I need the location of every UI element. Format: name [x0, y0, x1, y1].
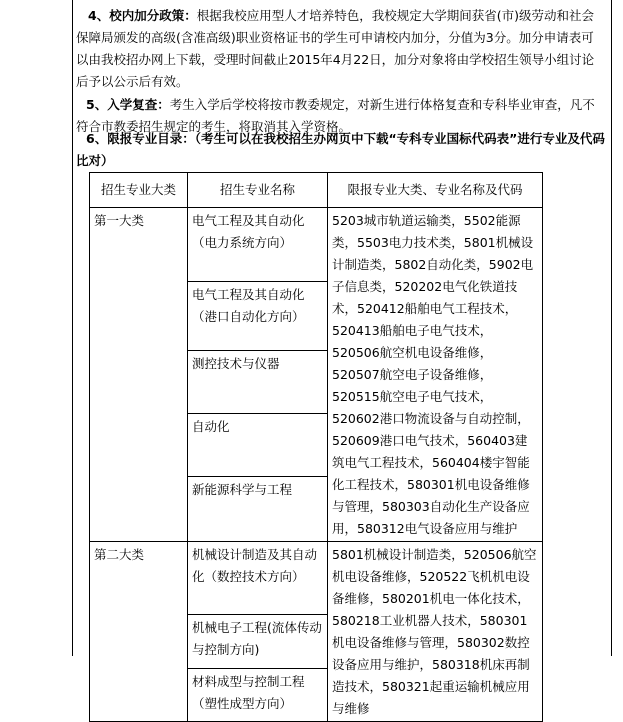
major-catalog-table	[89, 172, 543, 722]
major-cell: 材料成型与控制工程（塑性成型方向）	[188, 668, 328, 721]
codes-cell: 5801机械设计制造类，520506航空机电设备维修，520522飞机机电设备维修，580201机电一体化技术，580218工业机器人技术，580301机电设备维修与管理，580302数控设备应用与维护，580318机床再制造技术，580321起重运输机械应用与维修	[328, 542, 543, 722]
header-category: 招生专业大类	[90, 173, 188, 208]
table-row	[90, 542, 543, 615]
paragraph-4-body: 根据我校应用型人才培养特色，我校规定大学期间获省(市)级劳动和社会保障局颁发的高级(含准高级)职业资格证书的学生可申请校内加分，分值为3分。加分申请表可以由我校招办网上下载，受理时间截止2015年4月22日，加分对象将由学校招生领导小组讨论后予以公示后有效。	[76, 8, 595, 89]
header-major-name: 招生专业名称	[188, 173, 328, 208]
codes-cell: 5203城市轨道运输类，5502能源类，5503电力技术类，5801机械设计制造类，5802自动化类，5902电子信息类，520202电气化铁道技术，520412船舶电气工程技术，520413船舶电子电气技术，520506航空机电设备维修，520507航空电子设备维修，520515航空电子电气技术，520602港口物流设备与自动控制，520609港口电气技术，560403建筑电气工程技术，560404楼宇智能化工程技术，580301机电设备维修与管理，580303自动化生产设备应用，580312电气设备应用与维护	[328, 208, 543, 542]
major-cell: 新能源科学与工程	[188, 476, 328, 541]
major-cell: 机械电子工程(流体传动与控制方向)	[188, 615, 328, 668]
paragraph-4	[76, 5, 604, 93]
major-cell: 机械设计制造及其自动化（数控技术方向）	[188, 542, 328, 615]
header-restricted-codes: 限报专业大类、专业名称及代码	[328, 173, 543, 208]
major-cell: 测控技术与仪器	[188, 350, 328, 413]
major-cell: 电气工程及其自动化（港口自动化方向）	[188, 282, 328, 351]
table-row	[90, 208, 543, 282]
paragraph-4-heading: 4、校内加分政策：	[88, 8, 197, 23]
table-header-row	[90, 173, 543, 208]
category-cell: 第一大类	[90, 208, 188, 542]
left-border-line	[72, 0, 73, 656]
paragraph-6-text: 6、限报专业目录：（考生可以在我校招生办网页中下载“专科专业国标代码表”进行专业及代码比对）	[76, 131, 605, 168]
paragraph-5-heading: 5、入学复查：	[86, 97, 170, 112]
major-cell: 自动化	[188, 413, 328, 476]
right-border-line	[611, 0, 612, 656]
paragraph-5-body: 考生入学后学校将按市教委规定，对新生进行体格复查和专科毕业审查，凡不符合市教委招生规定的考生，将取消其入学资格。	[76, 97, 595, 134]
category-cell: 第二大类	[90, 542, 188, 722]
paragraph-6	[76, 128, 606, 172]
major-cell: 电气工程及其自动化（电力系统方向）	[188, 208, 328, 282]
